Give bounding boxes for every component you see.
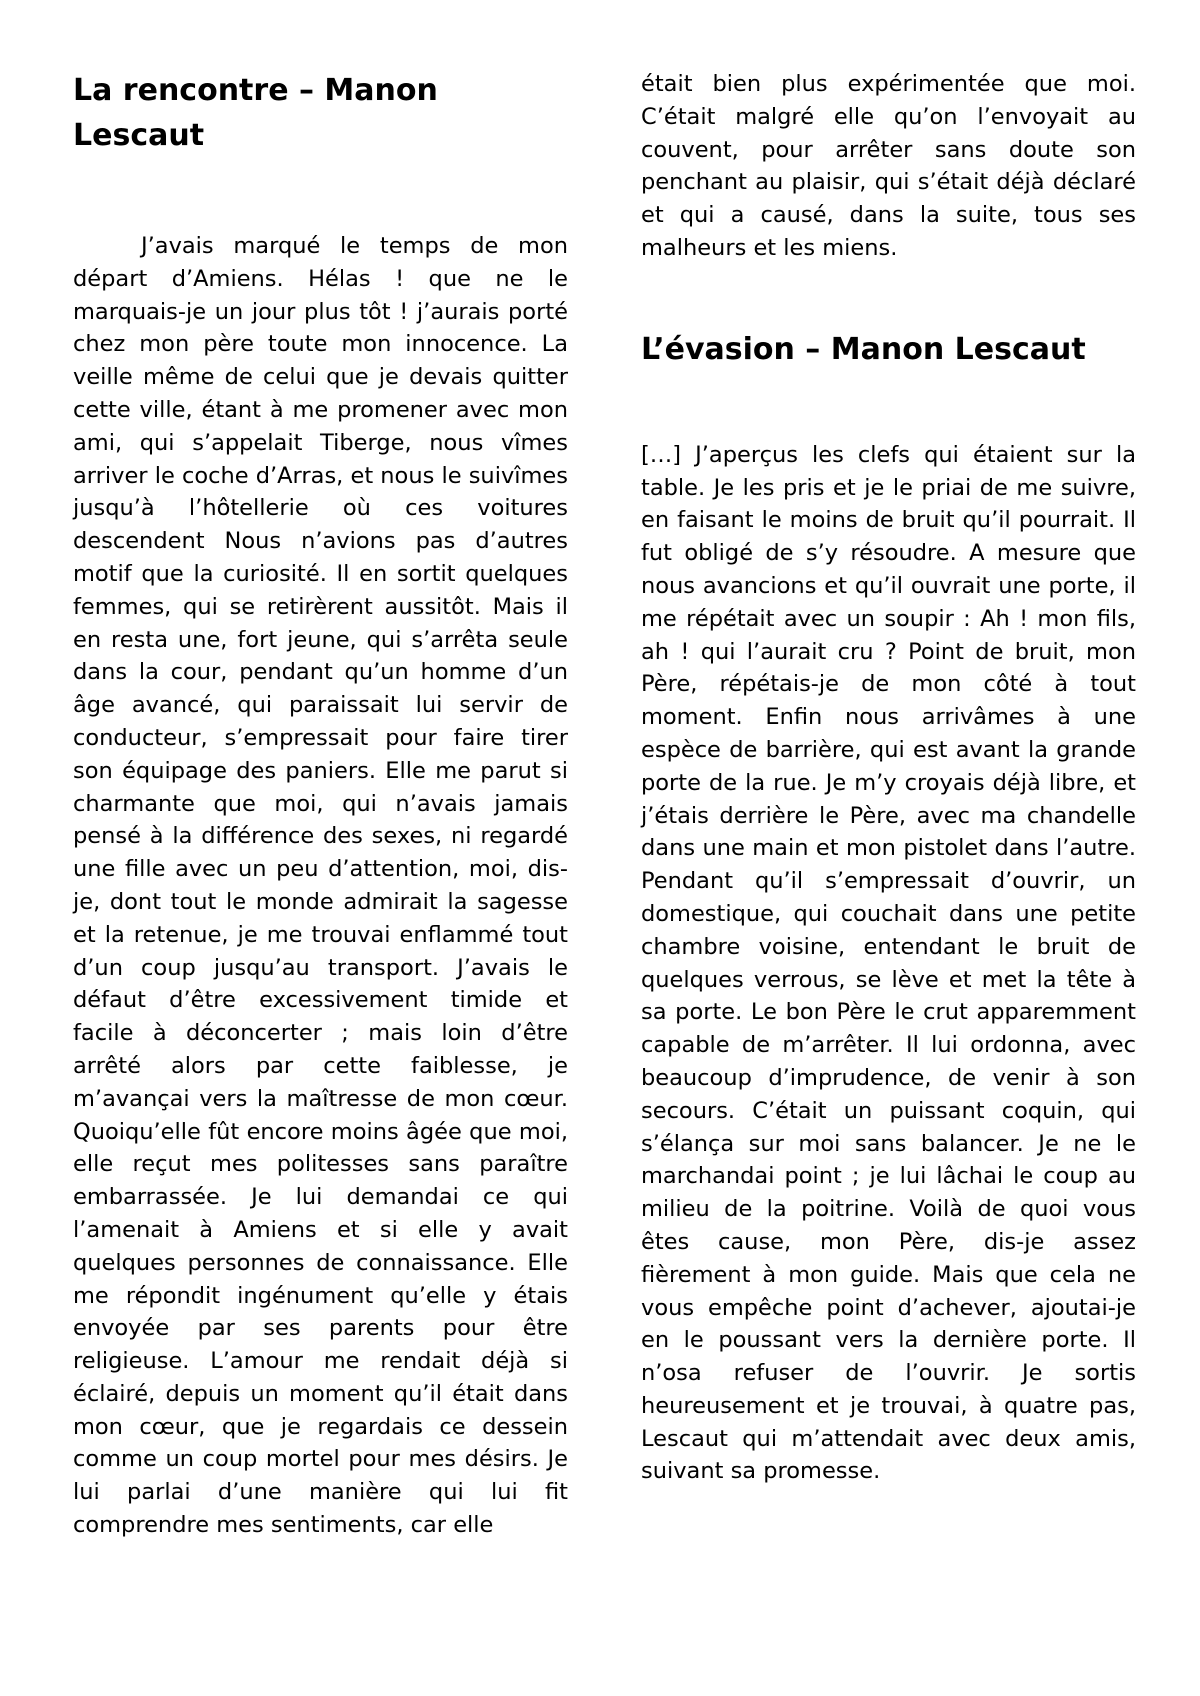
right-column bbox=[641, 68, 1136, 1488]
paragraph-rencontre-continuation: était bien plus expérimentée que moi. C’était malgré elle qu’on l’envoyait au couvent, pour arrêter sans doute son penchant au plaisir, qui s’était déjà déclaré et qui a causé, dans la suite, tous ses malheurs et les miens. bbox=[641, 71, 1136, 261]
section-title-rencontre: La rencontre – Manon Lescaut bbox=[73, 73, 438, 153]
left-column bbox=[73, 68, 568, 1542]
section-title-evasion: L’évasion – Manon Lescaut bbox=[641, 331, 1086, 367]
paragraph-rencontre: J’avais marqué le temps de mon départ d’Amiens. Hélas ! que ne le marquais-je un jour plus tôt ! j’aurais porté chez mon père toute mon innocence. La veille même de celui que je devais quitter cette ville, étant à me promener avec mon ami, qui s’appelait Tiberge, nous vîmes arriver le coche d’Arras, et nous le suivîmes jusqu’à l’hôtellerie où ces voitures descendent Nous n’avions pas d’autres motif que la curiosité. Il en sortit quelques femmes, qui se retirèrent aussitôt. Mais il en resta une, fort jeune, qui s’arrêta seule dans la cour, pendant qu’un homme d’un âge avancé, qui paraissait lui servir de conducteur, s’empressait pour faire tirer son équipage des paniers. Elle me parut si charmante que moi, qui n’avais jamais pensé à la différence des sexes, ni regardé une fille avec un peu d’attention, moi, dis-je, dont tout le monde admirait la sagesse et la retenue, je me trouvai enflammé tout d’un coup jusqu’au transport. J’avais le défaut d’être excessivement timide et facile à déconcerter ; mais loin d’être arrêté alors par cette faiblesse, je m’avançai vers la maîtresse de mon cœur. Quoiqu’elle fût encore moins âgée que moi, elle reçut mes politesses sans paraître embarrassée. Je lui demandai ce qui l’amenait à Amiens et si elle y avait quelques personnes de connaissance. Elle me répondit ingénument qu’elle y étais envoyée par ses parents pour être religieuse. L’amour me rendait déjà si éclairé, depuis un moment qu’il était dans mon cœur, que je regardais ce dessein comme un coup mortel pour mes désirs. Je lui parlai d’une manière qui lui fit comprendre mes sentiments, car elle bbox=[73, 233, 568, 1539]
paragraph-evasion: […] J’aperçus les clefs qui étaient sur la table. Je les pris et je le priai de me suivre, en faisant le moins de bruit qu’il pourrait. Il fut obligé de s’y résoudre. A mesure que nous avancions et qu’il ouvrait une porte, il me répétait avec un soupir : Ah ! mon fils, ah ! qui l’aurait cru ? Point de bruit, mon Père, répétais-je de mon côté à tout moment. Enfin nous arrivâmes à une espèce de barrière, qui est avant la grande porte de la rue. Je m’y croyais déjà libre, et j’étais derrière le Père, avec ma chandelle dans une main et mon pistolet dans l’autre. Pendant qu’il s’empressait d’ouvrir, un domestique, qui couchait dans une petite chambre voisine, entendant le bruit de quelques verrous, se lève et met la tête à sa porte. Le bon Père le crut apparemment capable de m’arrêter. Il lui ordonna, avec beaucoup d’imprudence, de venir à son secours. C’était un puissant coquin, qui s’élança sur moi sans balancer. Je ne le marchandai point ; je lui lâchai le coup au milieu de la poitrine. Voilà de quoi vous êtes cause, mon Père, dis-je assez fièrement à mon guide. Mais que cela ne vous empêche point d’achever, ajoutai-je en le poussant vers la dernière porte. Il n’osa refuser de l’ouvrir. Je sortis heureusement et je trouvai, à quatre pas, Lescaut qui m’attendait avec deux amis, suivant sa promesse. bbox=[641, 441, 1136, 1485]
